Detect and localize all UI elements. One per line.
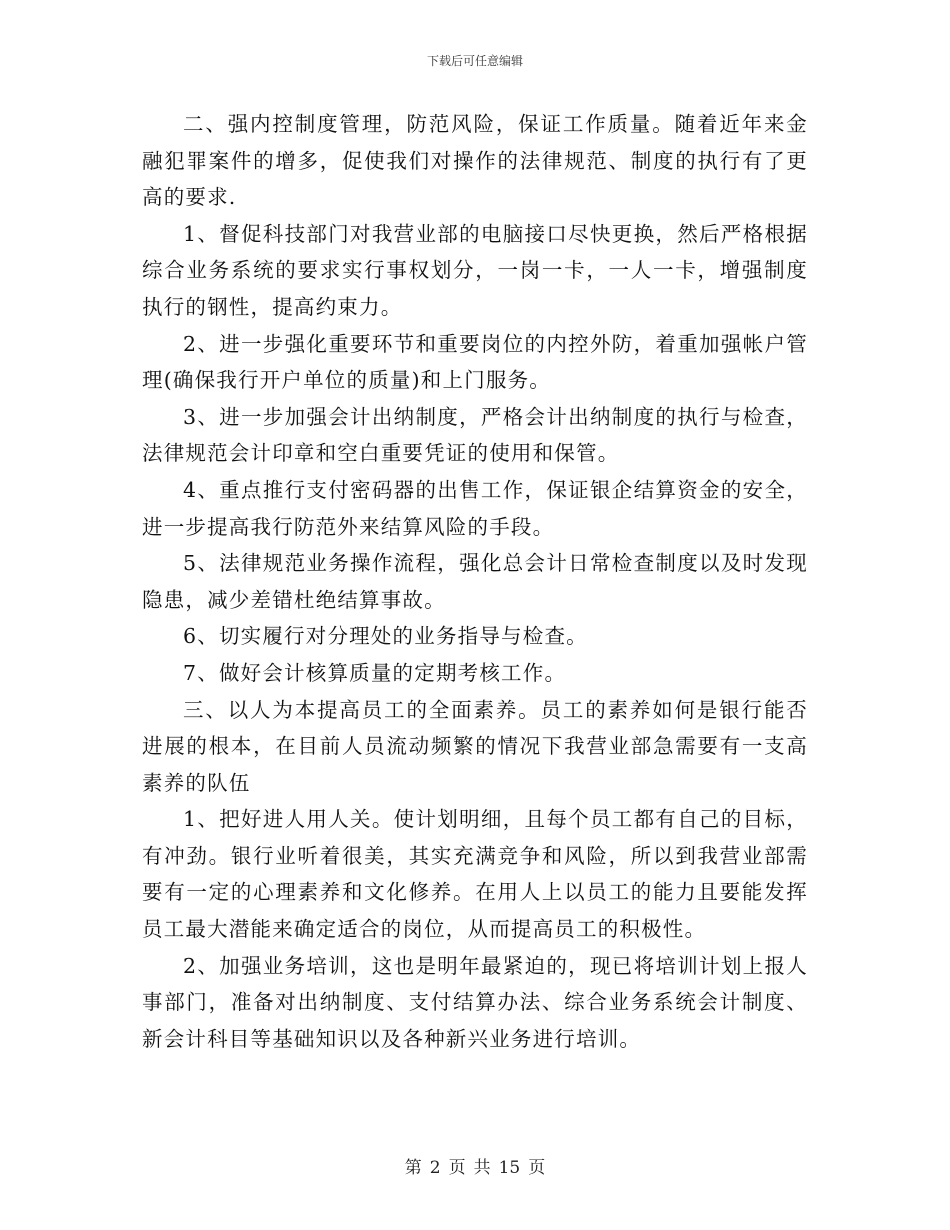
- page-suffix: 页: [528, 1158, 546, 1178]
- total-pages: 15: [498, 1158, 521, 1178]
- page-word: 页: [448, 1158, 466, 1178]
- paragraph-item-6: 6、切实履行对分理处的业务指导与检查。: [183, 624, 588, 649]
- page-number: [0, 1153, 950, 1178]
- paragraph-item-3: 3、进一步加强会计出纳制度，严格会计出纳制度的执行与检查，法律规范会计印章和空白重要凭证的使用和保管。: [142, 404, 808, 466]
- paragraph-item-1: 1、督促科技部门对我营业部的电脑接口尽快更换，然后严格根据综合业务系统的要求实行事权划分，一岗一卡，一人一卡，增强制度执行的钢性，提高约束力。: [142, 221, 808, 319]
- paragraph-item-5: 5、法律规范业务操作流程，强化总会计日常检查制度以及时发现隐患，减少差错杜绝结算事故。: [142, 551, 808, 612]
- paragraph-section-three-heading: 三、以人为本提高员工的全面素养。员工的素养如何是银行能否进展的根本，在目前人员流动频繁的情况下我营业部急需要有一支高素养的队伍: [142, 697, 808, 795]
- paragraph-item-7: 7、做好会计核算质量的定期考核工作。: [183, 660, 567, 685]
- page-prefix: 第: [404, 1158, 422, 1178]
- total-word: 共: [473, 1158, 491, 1178]
- paragraph-item-2: 2、进一步强化重要环节和重要岗位的内控外防，着重加强帐户管理(确保我行开户单位的质量)和上门服务。: [142, 331, 808, 393]
- paragraph-item-2-training: 2、加强业务培训，这也是明年最紧迫的，现已将培训计划上报人事部门，准备对出纳制度、支付结算办法、综合业务系统会计制度、新会计科目等基础知识以及各种新兴业务进行培训。: [142, 953, 808, 1051]
- paragraph-section-two-heading: 二、强内控制度管理，防范风险，保证工作质量。随着近年来金融犯罪案件的增多，促使我们对操作的法律规范、制度的执行有了更高的要求.: [142, 112, 808, 210]
- current-page: 2: [429, 1158, 441, 1178]
- paragraph-item-1-hiring: 1、把好进人用人关。使计划明细，且每个员工都有自己的目标，有冲劲。银行业听着很美，其实充满竞争和风险，所以到我营业部需要有一定的心理素养和文化修养。在用人上以员工的能力且要能发挥员工最大潜能来确定适合的岗位，从而提高员工的积极性。: [142, 807, 808, 942]
- paragraph-item-4: 4、重点推行支付密码器的出售工作，保证银企结算资金的安全，进一步提高我行防范外来结算风险的手段。: [142, 477, 808, 539]
- page-header: 下载后可任意编辑: [426, 54, 523, 68]
- document-body: [142, 106, 808, 1057]
